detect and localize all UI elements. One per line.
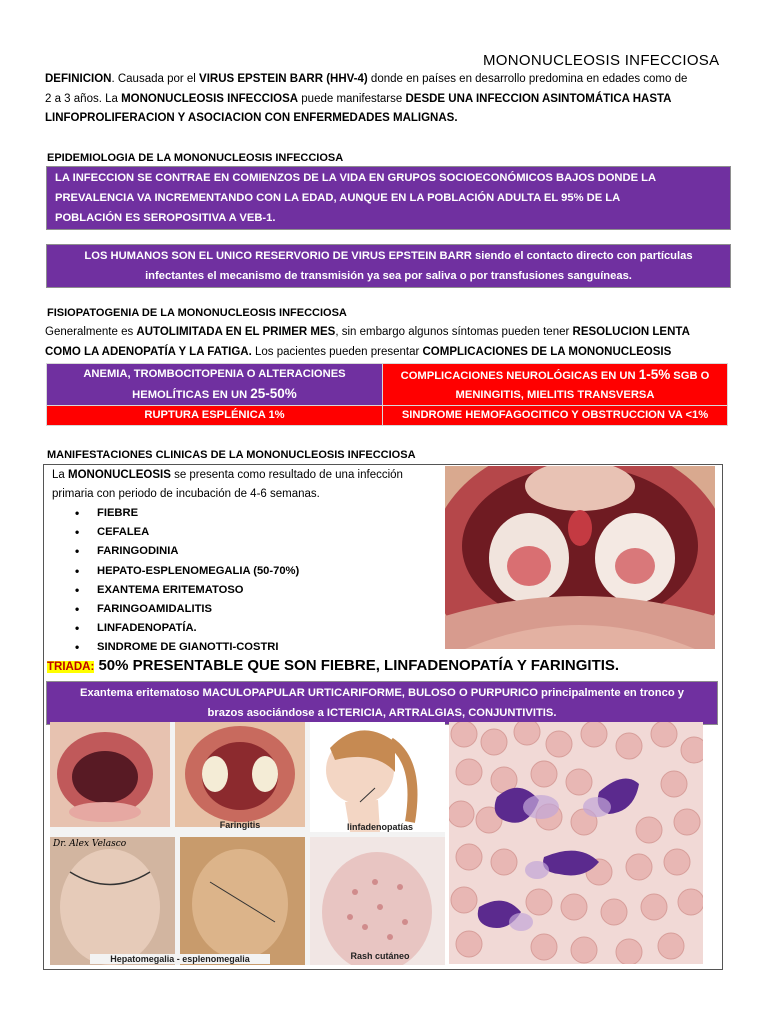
- pathogenesis-line: COMO LA ADENOPATÍA Y LA FATIGA. Los pacientes pueden presentar COMPLICACIONES DE LA MONONUCLEOSIS: [45, 345, 672, 358]
- box-line: LA INFECCION SE CONTRAE EN COMIENZOS DE LA VIDA EN GRUPOS SOCIOECONÓMICOS BAJOS DONDE LA: [55, 172, 657, 184]
- symptom-item: • CEFALEA: [45, 523, 435, 542]
- complications-table: [46, 363, 728, 426]
- caption-rash: Rash cutáneo: [350, 951, 410, 961]
- caption-hepatomegalia: Hepatomegalia - esplenomegalia: [90, 954, 270, 964]
- symptom-item: • FARINGOAMIDALITIS: [45, 600, 435, 619]
- box-line: infectantes el mecanismo de transmisión ya sea por saliva o por transfusiones sanguíneas.: [145, 270, 632, 282]
- symptom-list: [45, 504, 435, 658]
- symptom-item: • FIEBRE: [45, 504, 435, 523]
- clinical-photo-collage: [50, 722, 445, 965]
- symptom-item: • HEPATO-ESPLENOMEGALIA (50-70%): [45, 562, 435, 581]
- symptom-item: • EXANTEMA ERITEMATOSO: [45, 581, 435, 600]
- caption-linfadenopatias: linfadenopatías: [346, 822, 413, 832]
- epidemiology-box-reservoir: [47, 245, 730, 287]
- tonsillitis-photo: [445, 466, 715, 649]
- triad-text: 50% PRESENTABLE QUE SON FIEBRE, LINFADENOPATÍA Y FARINGITIS.: [94, 657, 620, 674]
- pathogenesis-heading: FISIOPATOGENIA DE LA MONONUCLEOSIS INFECCIOSA: [47, 307, 347, 319]
- caption-faringitis: Faringitis: [219, 820, 261, 830]
- box-line: brazos asociándose a ICTERICIA, ARTRALGIAS, CONJUNTIVITIS.: [207, 707, 557, 719]
- page-title: MONONUCLEOSIS INFECCIOSA: [483, 52, 720, 69]
- blood-smear-photo: [449, 722, 703, 964]
- symptom-item: • FARINGODINIA: [45, 542, 435, 561]
- triad-label: TRIADA:: [47, 661, 95, 673]
- rash-box: [47, 682, 717, 724]
- epidemiology-heading: EPIDEMIOLOGIA DE LA MONONUCLEOSIS INFECCIOSA: [47, 152, 344, 164]
- definition-line: 2 a 3 años. La MONONUCLEOSIS INFECCIOSA puede manifestarse DESDE UNA INFECCION ASINTOMÁTICA HASTA: [45, 92, 672, 105]
- box-line: POBLACIÓN ES SEROPOSITIVA A VEB-1.: [55, 212, 276, 224]
- complication-anemia: ANEMIA, TROMBOCITOPENIA O ALTERACIONES HEMOLÍTICAS EN UN 25-50%: [47, 364, 383, 406]
- pathogenesis-paragraph: [45, 323, 745, 362]
- clinical-intro: La MONONUCLEOSIS se presenta como resultado de una infección primaria con periodo de incubación de 4-6 semanas.: [52, 469, 403, 500]
- definition-line: LINFOPROLIFERACION Y ASOCIACION CON ENFERMEDADES MALIGNAS.: [45, 112, 458, 124]
- triad-line: [47, 657, 619, 675]
- complication-splenic-rupture: RUPTURA ESPLÉNICA 1%: [47, 406, 383, 426]
- clinical-heading: MANIFESTACIONES CLINICAS DE LA MONONUCLEOSIS INFECCIOSA: [47, 449, 416, 461]
- complication-hemophagocytic: SINDROME HEMOFAGOCITICO Y OBSTRUCCION VA <1%: [383, 406, 728, 426]
- photo-signature: Dr. Alex Velasco: [53, 839, 127, 849]
- complication-neurologic: COMPLICACIONES NEUROLÓGICAS EN UN 1-5% SGB O MENINGITIS, MIELITIS TRANSVERSA: [383, 364, 728, 406]
- box-line: PREVALENCIA VA INCREMENTANDO CON LA EDAD, AUNQUE EN LA POBLACIÓN ADULTA EL 95% DE LA: [55, 192, 621, 204]
- box-line: Exantema eritematoso MACULOPAPULAR URTICARIFORME, BULOSO O PURPURICO principalmente en tronco y: [80, 687, 684, 699]
- symptom-item: • LINFADENOPATÍA.: [45, 619, 435, 638]
- definition-paragraph: [45, 70, 735, 129]
- epidemiology-box-infection: [47, 167, 730, 229]
- pathogenesis-line: Generalmente es AUTOLIMITADA EN EL PRIMER MES, sin embargo algunos síntomas pueden tener RESOLUCION LENTA: [45, 326, 690, 338]
- definition-line: DEFINICION. Causada por el VIRUS EPSTEIN BARR (HHV-4) donde en países en desarrollo predomina en edades como de: [45, 73, 688, 85]
- symptom-item: • SINDROME DE GIANOTTI-COSTRI: [45, 638, 435, 657]
- box-line: LOS HUMANOS SON EL UNICO RESERVORIO DE VIRUS EPSTEIN BARR siendo el contacto directo con partículas: [84, 250, 693, 262]
